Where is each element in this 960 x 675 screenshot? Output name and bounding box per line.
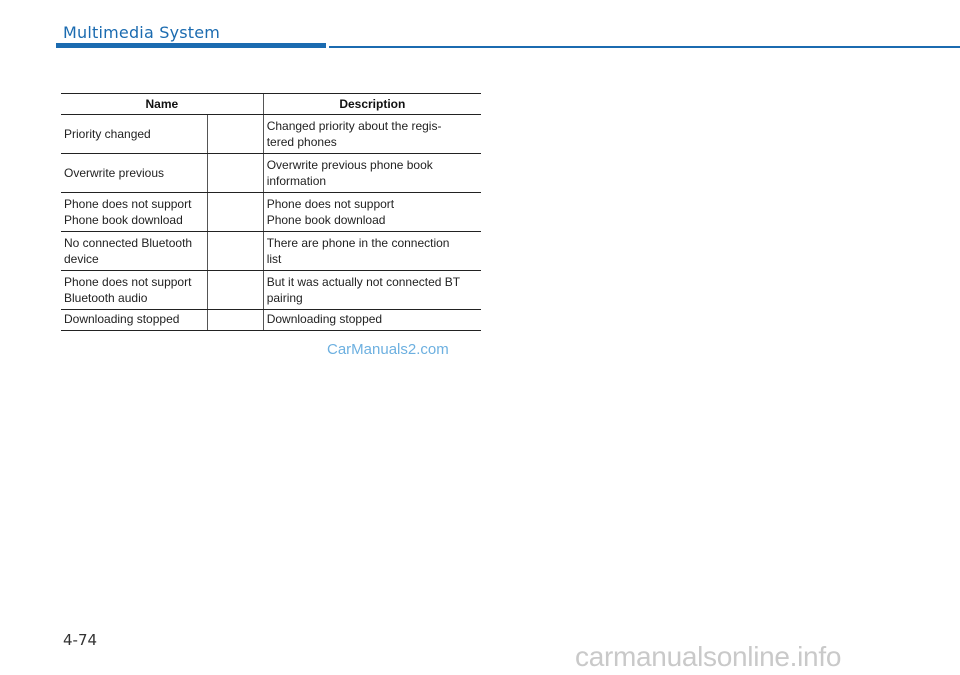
row-description: There are phone in the connection list bbox=[263, 232, 481, 271]
table-row bbox=[61, 232, 481, 271]
row-description: Changed priority about the regis- tered phones bbox=[263, 115, 481, 154]
header-rule-thick bbox=[56, 43, 326, 48]
site-watermark: carmanualsonline.info bbox=[575, 641, 842, 672]
page-number: 4-74 bbox=[63, 631, 98, 649]
row-name: Downloading stopped bbox=[61, 310, 207, 331]
header-rule-thin bbox=[329, 46, 960, 48]
row-description: But it was actually not connected BT pairing bbox=[263, 271, 481, 310]
section-title: Multimedia System bbox=[63, 23, 221, 42]
table-row bbox=[61, 271, 481, 310]
row-description: Phone does not support Phone book download bbox=[263, 193, 481, 232]
row-name: Overwrite previous bbox=[61, 154, 207, 193]
row-name: Phone does not support Phone book download bbox=[61, 193, 207, 232]
table-row bbox=[61, 154, 481, 193]
row-name: Priority changed bbox=[61, 115, 207, 154]
table-row bbox=[61, 115, 481, 154]
row-name: No connected Bluetooth device bbox=[61, 232, 207, 271]
row-description: Downloading stopped bbox=[263, 310, 481, 331]
table-header-row bbox=[61, 94, 481, 115]
table-row bbox=[61, 310, 481, 331]
header-name: Name bbox=[61, 94, 263, 115]
header-description: Description bbox=[263, 94, 481, 115]
row-name: Phone does not support Bluetooth audio bbox=[61, 271, 207, 310]
message-table bbox=[61, 93, 481, 331]
watermark-link[interactable]: CarManuals2.com bbox=[327, 341, 449, 358]
row-description: Overwrite previous phone book information bbox=[263, 154, 481, 193]
table-row bbox=[61, 193, 481, 232]
